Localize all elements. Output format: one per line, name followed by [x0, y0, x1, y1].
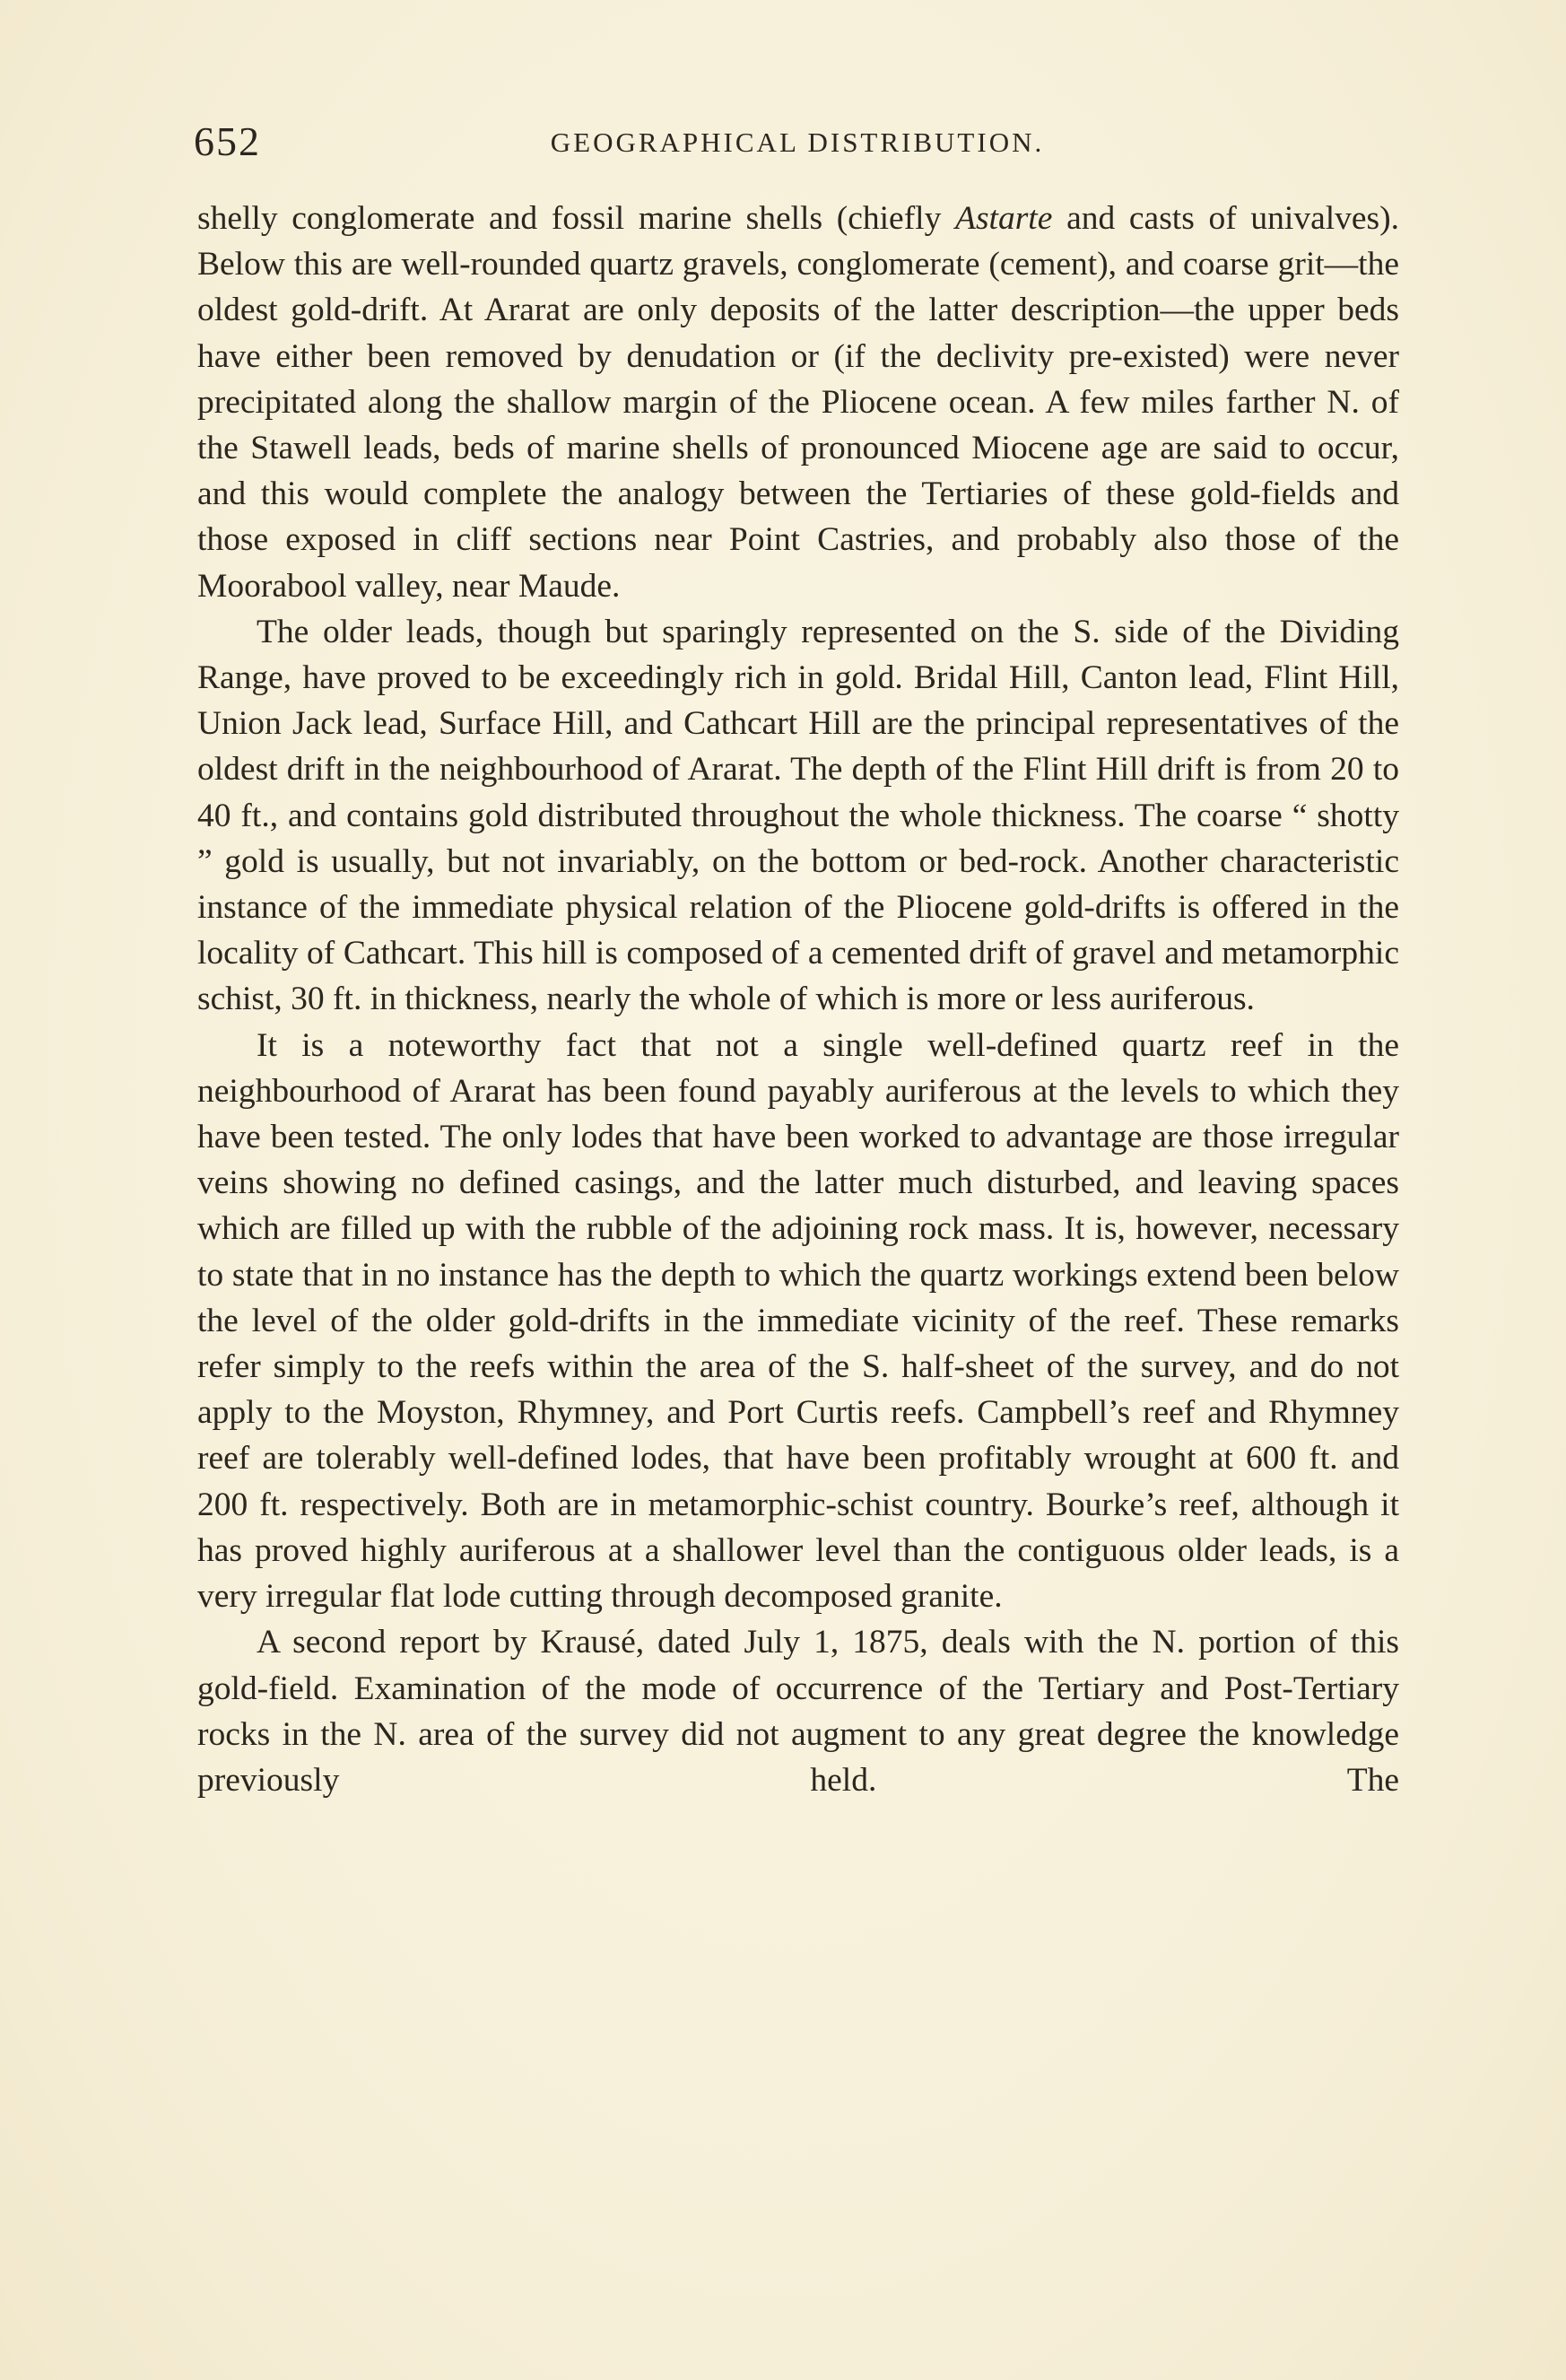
body-text: [197, 196, 1399, 1803]
running-title: GEOGRAPHICAL DISTRIBUTION.: [550, 126, 1045, 158]
paragraph-3: It is a noteworthy fact that not a single well-defined quartz reef in the neighbourhood of Ararat has been found payably auriferous at the levels to which they have been tested. The only lodes that have been worked to advantage are those irregular veins showing no defined casings, and the latter much disturbed, and leaving spaces which are filled up with the rubble of the adjoining rock mass. It is, however, necessary to state that in no instance has the depth to which the quartz workings extend been below the level of the older gold-drifts in the immediate vicinity of the reef. These remarks refer simply to the reefs within the area of the S. half-sheet of the survey, and do not apply to the Moyston, Rhymney, and Port Curtis reefs. Campbell’s reef and Rhymney reef are tolerably well-defined lodes, that have been profitably wrought at 600 ft. and 200 ft. respectively. Both are in metamorphic-schist country. Bourke’s reef, although it has proved highly auriferous at a shallower level than the contiguous older leads, is a very irregular flat lode cutting through decomposed granite.: [197, 1026, 1399, 1616]
paragraph-1-text-end: and casts of univalves). Below this are well-rounded quartz gravels, conglomerate (cement), and coarse grit—the oldest gold-drift. At Ararat are only deposits of the latter description—the upper beds have either been removed by denudation or (if the declivity pre-existed) were never precipitated along the shallow margin of the Pliocene ocean. A few miles farther N. of the Stawell leads, beds of marine shells of pronounced Miocene age are said to occur, and this would complete the analogy between the Tertiaries of these gold-fields and those exposed in cliff sections near Point Castries, and probably also those of the Moorabool valley, near Maude.: [197, 200, 1400, 605]
page-number: 652: [194, 118, 261, 164]
paragraph-1-italic-term: Astarte: [955, 200, 1053, 237]
paragraph-1-text-start: shelly conglomerate and fossil marine shells (chiefly: [197, 200, 956, 237]
paragraph-2: The older leads, though but sparingly represented on the S. side of the Dividing Range, have proved to be exceedingly rich in gold. Bridal Hill, Canton lead, Flint Hill, Union Jack lead, Surface Hill, and Cathcart Hill are the principal representatives of the oldest drift in the neighbourhood of Ararat. The depth of the Flint Hill drift is from 20 to 40 ft., and contains gold distributed throughout the whole thickness. The coarse “ shotty ” gold is usually, but not invariably, on the bottom or bed-rock. Another characteristic instance of the immediate physical relation of the Pliocene gold-drifts is offered in the locality of Cathcart. This hill is composed of a cemented drift of gravel and metamorphic schist, 30 ft. in thickness, nearly the whole of which is more or less auriferous.: [197, 613, 1399, 1018]
paragraph-4: A second report by Krausé, dated July 1, 1875, deals with the N. portion of this gold-field. Examination of the mode of occurrence of the Tertiary and Post-Tertiary rocks in the N. area of the survey did not augment to any great degree the knowledge previously held. The: [197, 1624, 1399, 1799]
page-header: [194, 115, 1401, 169]
paragraph-1: [197, 196, 1399, 609]
